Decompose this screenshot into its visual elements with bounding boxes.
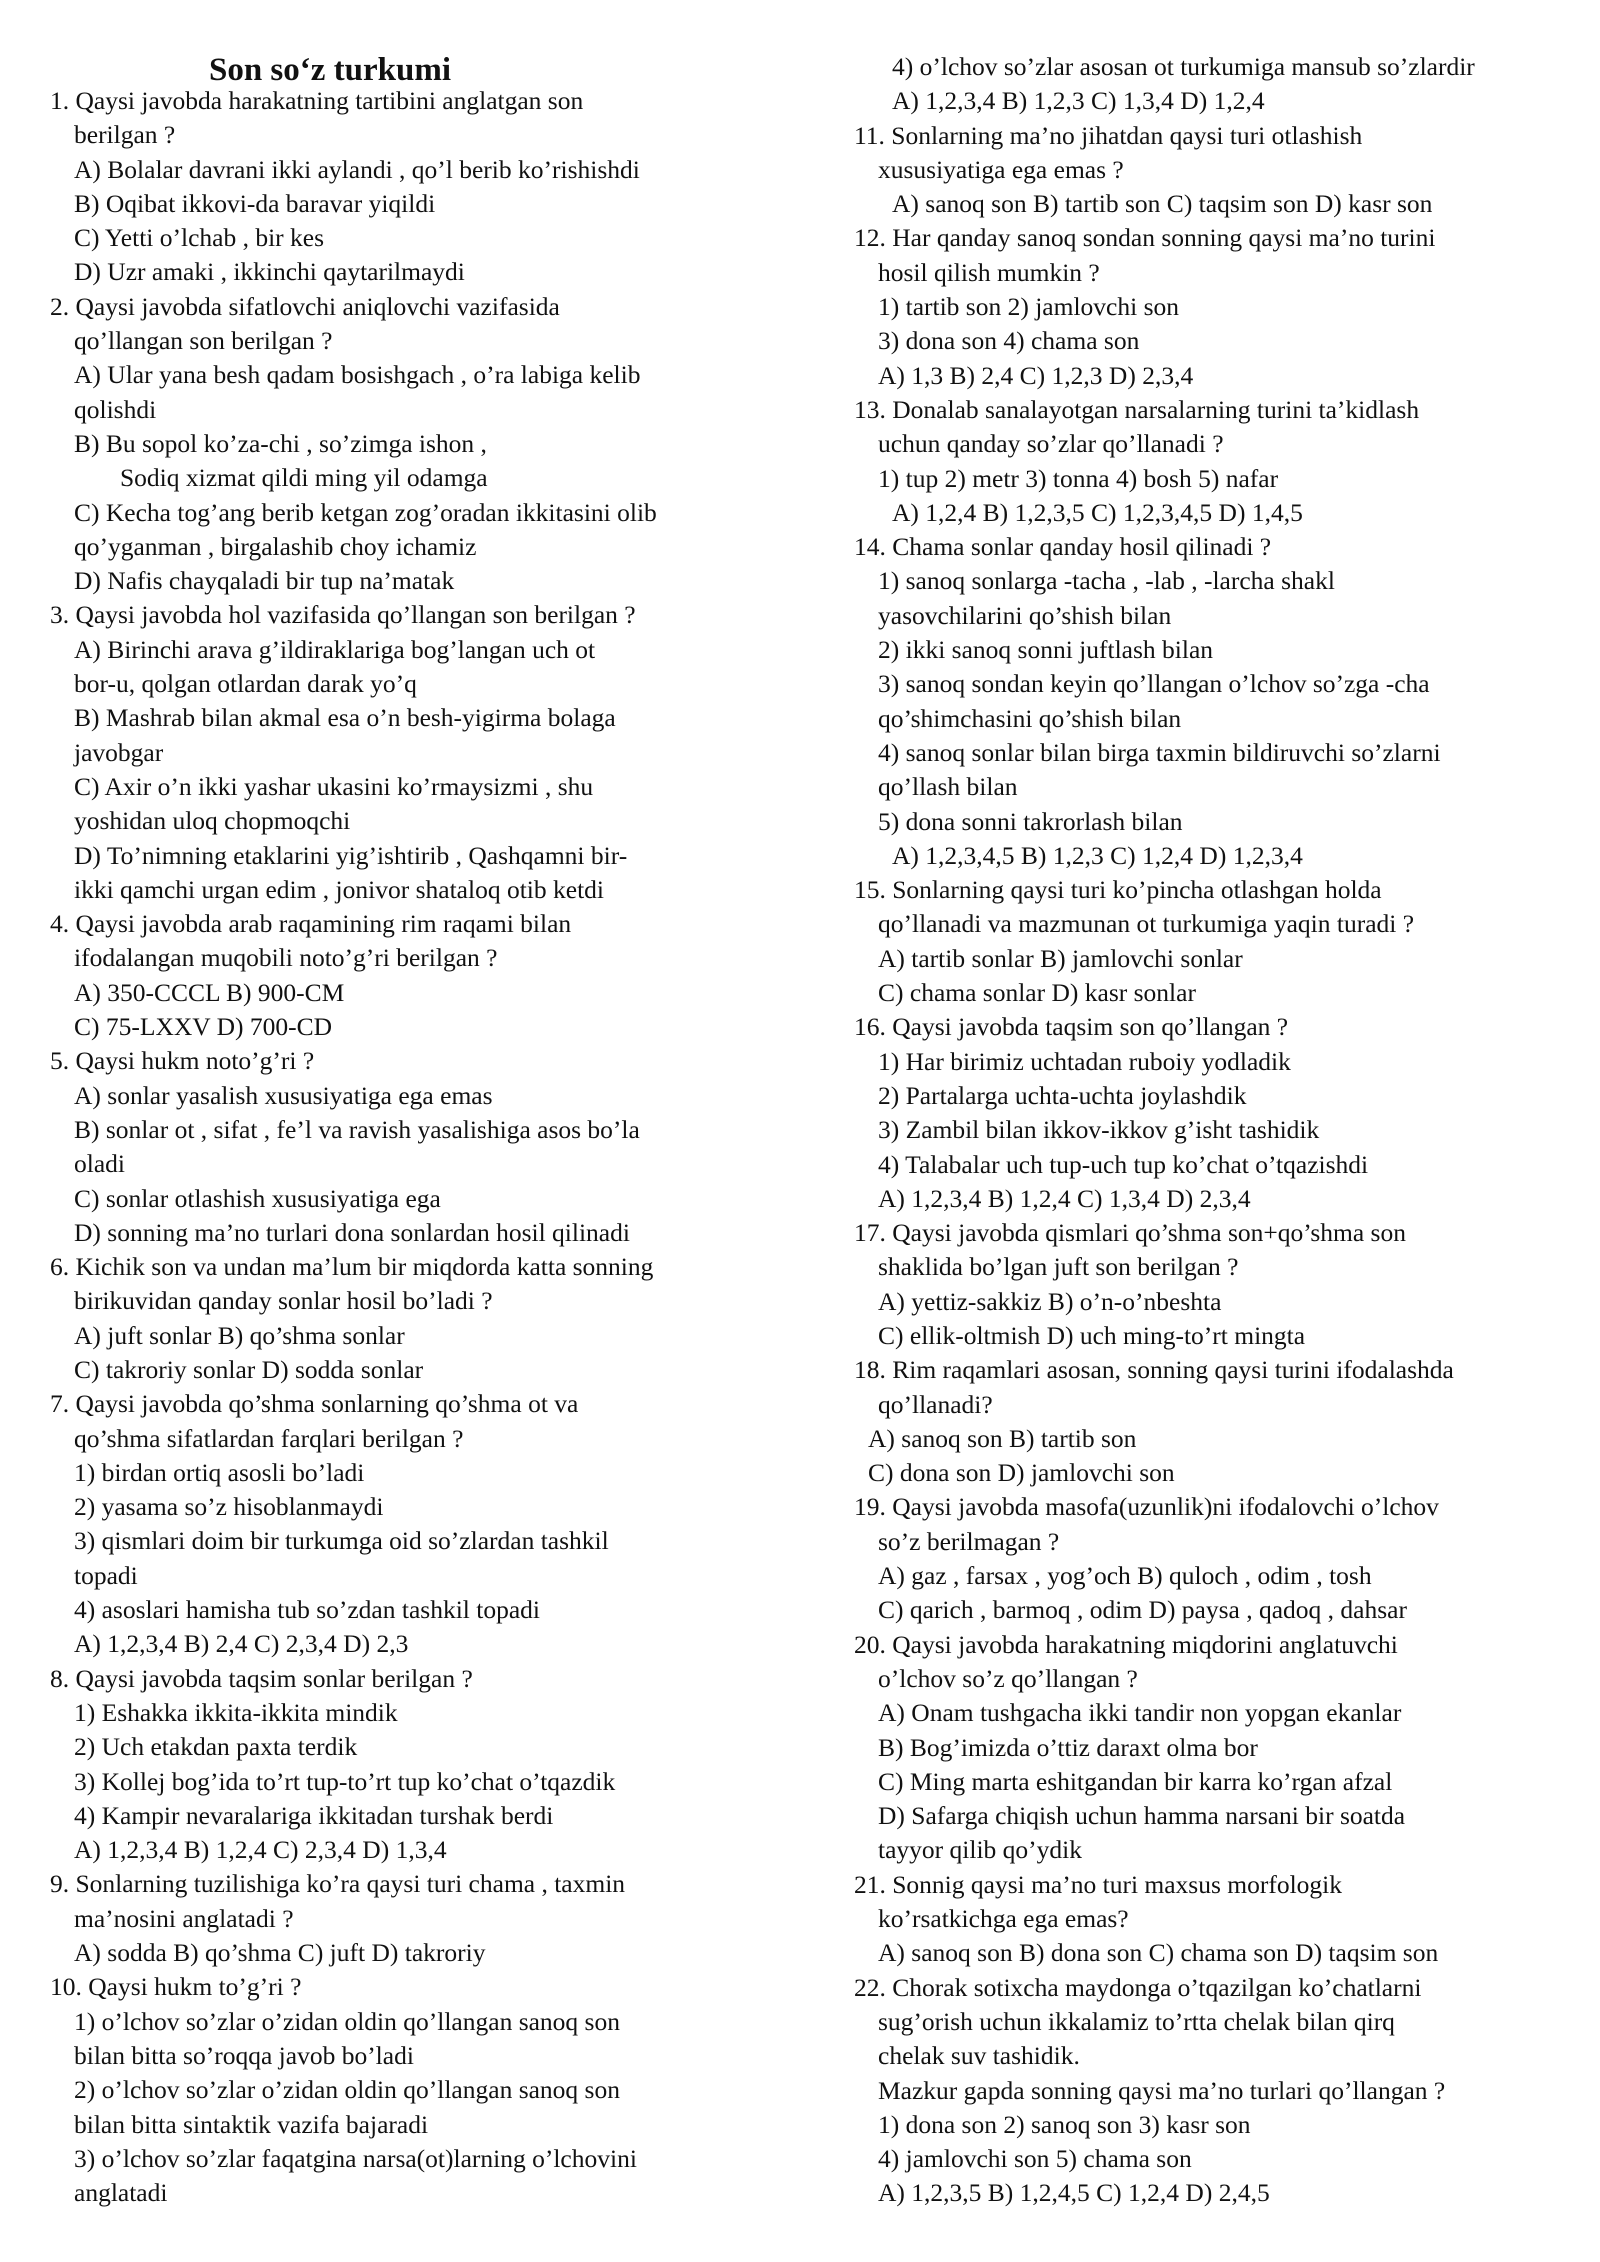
text-line: 3) qismlari doim bir turkumga oid so’zlardan tashkil [74,1526,609,1556]
text-line: A) Birinchi arava g’ildiraklariga bog’langan uch ot [74,634,596,664]
text-line: A) sanoq son B) tartib son C) taqsim son D) kasr son [892,189,1433,219]
text-line: 1) dona son 2) sanoq son 3) kasr son [878,2109,1251,2139]
text-line: qo’shma sifatlardan farqlari berilgan ? [74,1423,464,1453]
text-line: C) ellik-oltmish D) uch ming-to’rt mingta [878,1320,1306,1350]
text-line: 1) o’lchov so’zlar o’zidan oldin qo’llangan sanoq son [74,2006,620,2036]
text-line: D) Nafis chayqaladi bir tup na’matak [74,566,455,596]
text-line: 2) Partalarga uchta-uchta joylashdik [878,1080,1247,1110]
text-line: D) Safarga chiqish uchun hamma narsani bir soatda [878,1801,1406,1831]
text-line: D) To’nimning etaklarini yig’ishtirib , Qashqamni bir- [74,840,628,870]
text-line: 3) o’lchov so’zlar faqatgina narsa(ot)larning o’lchovini [74,2143,637,2173]
question-text: 14. Chama sonlar qanday hosil qilinadi ? [854,532,1272,562]
text-line: ikki qamchi urgan edim , jonivor shataloq otib ketdi [74,874,604,904]
text-line: 1) Eshakka ikkita-ikkita mindik [74,1697,398,1727]
text-line: C) Ming marta eshitgandan bir karra ko’rgan afzal [878,1766,1393,1796]
text-line: qo’llash bilan [878,772,1018,802]
text-line: B) Bog’imizda o’ttiz daraxt olma bor [878,1732,1258,1762]
text-line: A) 1,2,4 B) 1,2,3,5 C) 1,2,3,4,5 D) 1,4,5 [892,497,1303,527]
question-text: 18. Rim raqamlari asosan, sonning qaysi turini ifodalashda [854,1355,1454,1385]
text-line: A) 1,2,3,4 B) 2,4 C) 2,3,4 D) 2,3 [74,1629,409,1659]
text-line: A) sanoq son B) tartib son [868,1423,1137,1453]
text-line: B) Mashrab bilan akmal esa o’n besh-yigirma bolaga [74,703,616,733]
text-line: A) tartib sonlar B) jamlovchi sonlar [878,943,1243,973]
text-line: D) sonning ma’no turlari dona sonlardan hosil qilinadi [74,1217,630,1247]
question-text: 1. Qaysi javobda harakatning tartibini anglatgan son [50,86,584,115]
text-line: bilan bitta sintaktik vazifa bajaradi [74,2109,429,2139]
text-line: A) sanoq son B) dona son C) chama son D) taqsim son [878,1938,1439,1968]
text-line: A) 1,2,3,5 B) 1,2,4,5 C) 1,2,4 D) 2,4,5 [878,2178,1270,2208]
text-line: berilgan ? [74,120,176,150]
text-line: chelak suv tashidik. [878,2041,1080,2071]
text-line: ko’rsatkichga ega emas? [878,1904,1129,1934]
text-line: A) Bolalar davrani ikki aylandi , qo’l berib ko’rishishdi [74,154,640,184]
question-text: 4. Qaysi javobda arab raqamining rim raqami bilan [50,909,572,939]
text-line: 1) tartib son 2) jamlovchi son [878,292,1179,322]
text-line: C) 75-LXXV D) 700-CD [74,1012,333,1042]
text-line: qo’shimchasini qo’shish bilan [878,703,1182,733]
text-line: A) sonlar yasalish xususiyatiga ega emas [74,1080,493,1110]
question-text: 21. Sonnig qaysi ma’no turi maxsus morfologik [854,1869,1343,1899]
question-text: 9. Sonlarning tuzilishiga ko’ra qaysi turi chama , taxmin [50,1869,626,1899]
question-text: 20. Qaysi javobda harakatning miqdorini anglatuvchi [854,1629,1398,1659]
text-line: oladi [74,1149,125,1179]
text-line: bor-u, qolgan otlardan darak yo’q [74,669,417,699]
text-line: A) sodda B) qo’shma C) juft D) takroriy [74,1938,486,1968]
page-title: Son so‘z turkumi [208,52,452,88]
text-line: hosil qilish mumkin ? [878,257,1100,287]
text-line: A) 1,2,3,4 B) 1,2,3 C) 1,3,4 D) 1,2,4 [892,86,1265,116]
text-line: A) 350-CCCL B) 900-CM [74,977,345,1007]
text-line: ma’nosini anglatadi ? [74,1903,294,1933]
text-line: 1) birdan ortiq asosli bo’ladi [74,1457,365,1487]
text-line: sug’orish uchun ikkalamiz to’rtta chelak bilan qirq [878,2006,1395,2036]
text-line: A) 1,2,3,4 B) 1,2,4 C) 2,3,4 D) 1,3,4 [74,1835,447,1865]
text-line: A) Ular yana besh qadam bosishgach , o’ra labiga kelib [74,360,641,390]
text-line: 3) dona son 4) chama son [878,326,1140,356]
text-line: topadi [74,1560,138,1590]
text-line: anglatadi [74,2178,168,2208]
text-line: A) gaz , farsax , yog’och B) quloch , odim , tosh [878,1561,1372,1591]
text-line: qolishdi [74,394,157,424]
question-text: 16. Qaysi javobda taqsim son qo’llangan ? [854,1012,1289,1042]
question-text: 5. Qaysi hukm noto’g’ri ? [50,1046,315,1076]
text-line: birikuvidan qanday sonlar hosil bo’ladi ? [74,1286,493,1316]
text-line: 2) Uch etakdan paxta terdik [74,1732,358,1762]
right-column [854,50,1566,2211]
text-line: C) sonlar otlashish xususiyatiga ega [74,1183,441,1213]
question-text: 3. Qaysi javobda hol vazifasida qo’llangan son berilgan ? [50,600,636,630]
text-line: yoshidan uloq chopmoqchi [74,806,351,836]
question-text: 11. Sonlarning ma’no jihatdan qaysi turi otlashish [854,120,1363,150]
text-line: 3) Kollej bog’ida to’rt tup-to’rt tup ko’chat o’tqazdik [74,1766,616,1796]
text-line: shaklida bo’lgan juft son berilgan ? [878,1252,1239,1282]
text-line: 4) Kampir nevaralariga ikkitadan turshak berdi [74,1800,554,1830]
text-line: qo’yganman , birgalashib choy ichamiz [74,531,477,561]
text-line: C) dona son D) jamlovchi son [868,1458,1175,1488]
question-text: 7. Qaysi javobda qo’shma sonlarning qo’shma ot va [50,1389,579,1419]
text-line: A) 1,2,3,4,5 B) 1,2,3 C) 1,2,4 D) 1,2,3,4 [892,840,1303,870]
text-line: 1) tup 2) metr 3) tonna 4) bosh 5) nafar [878,463,1279,493]
text-line: so’z berilmagan ? [878,1526,1060,1556]
question-text: 8. Qaysi javobda taqsim sonlar berilgan ? [50,1663,473,1693]
text-line: C) Yetti o’lchab , bir kes [74,223,325,253]
text-line: Sodiq xizmat qildi ming yil odamga [120,463,488,493]
text-line: B) sonlar ot , sifat , fe’l va ravish yasalishiga asos bo’la [74,1114,640,1144]
text-line: 4) asoslari hamisha tub so’zdan tashkil topadi [74,1595,540,1625]
text-line: Mazkur gapda sonning qaysi ma’no turlari qo’llangan ? [878,2075,1446,2105]
text-line: D) Uzr amaki , ikkinchi qaytarilmaydi [74,257,465,287]
text-line: ifodalangan muqobili noto’g’ri berilgan ? [74,943,498,973]
text-line: qo’llanadi? [878,1389,993,1419]
text-line: 4) jamlovchi son 5) chama son [878,2144,1192,2174]
text-line: qo’llangan son berilgan ? [74,326,333,356]
text-line: C) takroriy sonlar D) sodda sonlar [74,1354,424,1384]
question-text: 13. Donalab sanalayotgan narsalarning turini ta’kidlash [854,394,1420,424]
text-line: C) Axir o’n ikki yashar ukasini ko’rmaysizmi , shu [74,771,594,801]
question-text: 15. Sonlarning qaysi turi ko’pincha otlashgan holda [854,875,1382,905]
text-line: xususiyatiga ega emas ? [878,154,1124,184]
text-line: o’lchov so’z qo’llangan ? [878,1663,1138,1693]
text-line: A) juft sonlar B) qo’shma sonlar [74,1320,405,1350]
text-line: A) yettiz-sakkiz B) o’n-o’nbeshta [878,1286,1222,1316]
text-line: 4) o’lchov so’zlar asosan ot turkumiga mansub so’zlardir [892,52,1475,81]
text-line: A) 1,2,3,4 B) 1,2,4 C) 1,3,4 D) 2,3,4 [878,1183,1251,1213]
text-line: bilan bitta so’roqqa javob bo’ladi [74,2040,414,2070]
text-line: uchun qanday so’zlar qo’llanadi ? [878,429,1224,459]
text-line: 2) o’lchov so’zlar o’zidan oldin qo’llangan sanoq son [74,2075,620,2105]
left-question-list [50,84,770,2210]
text-line: 4) sanoq sonlar bilan birga taxmin bildiruvchi so’zlarni [878,737,1441,767]
text-line: 1) sanoq sonlarga -tacha , -lab , -larcha shakl [878,566,1335,596]
question-text: 22. Chorak sotixcha maydonga o’tqazilgan ko’chatlarni [854,1972,1422,2002]
text-line: 2) yasama so’z hisoblanmaydi [74,1492,384,1522]
text-line: C) chama sonlar D) kasr sonlar [878,978,1196,1008]
left-column [50,50,770,2210]
text-line: tayyor qilib qo’ydik [878,1835,1082,1865]
text-line: 1) Har birimiz uchtadan ruboiy yodladik [878,1046,1291,1076]
question-text: 10. Qaysi hukm to’g’ri ? [50,1972,302,2002]
text-line: C) Kecha tog’ang berib ketgan zog’oradan ikkitasini olib [74,497,657,527]
text-line: 3) sanoq sondan keyin qo’llangan o’lchov so’zga -cha [878,669,1430,699]
text-line: 2) ikki sanoq sonni juftlash bilan [878,635,1214,665]
text-line: yasovchilarini qo’shish bilan [878,600,1172,630]
text-line: 4) Talabalar uch tup-uch tup ko’chat o’tqazishdi [878,1149,1369,1179]
text-line: javobgar [74,737,164,767]
text-line: A) 1,3 B) 2,4 C) 1,2,3 D) 2,3,4 [878,360,1194,390]
question-text: 19. Qaysi javobda masofa(uzunlik)ni ifodalovchi o’lchov [854,1492,1439,1522]
question-text: 6. Kichik son va undan ma’lum bir miqdorda katta sonning [50,1252,654,1282]
text-line: 3) Zambil bilan ikkov-ikkov g’isht tashidik [878,1115,1320,1145]
question-text: 17. Qaysi javobda qismlari qo’shma son+qo’shma son [854,1218,1406,1248]
question-text: 2. Qaysi javobda sifatlovchi aniqlovchi vazifasida [50,291,560,321]
right-question-list [854,50,1566,2211]
text-line: C) qarich , barmoq , odim D) paysa , qadoq , dahsar [878,1595,1407,1625]
text-line: qo’llanadi va mazmunan ot turkumiga yaqin turadi ? [878,909,1415,939]
text-line: B) Bu sopol ko’za-chi , so’zimga ishon , [74,428,487,458]
question-text: 12. Har qanday sanoq sondan sonning qaysi ma’no turini [854,223,1436,253]
text-line: B) Oqibat ikkovi-da baravar yiqildi [74,188,436,218]
text-line: 5) dona sonni takrorlash bilan [878,806,1183,836]
text-line: A) Onam tushgacha ikki tandir non yopgan ekanlar [878,1698,1402,1728]
